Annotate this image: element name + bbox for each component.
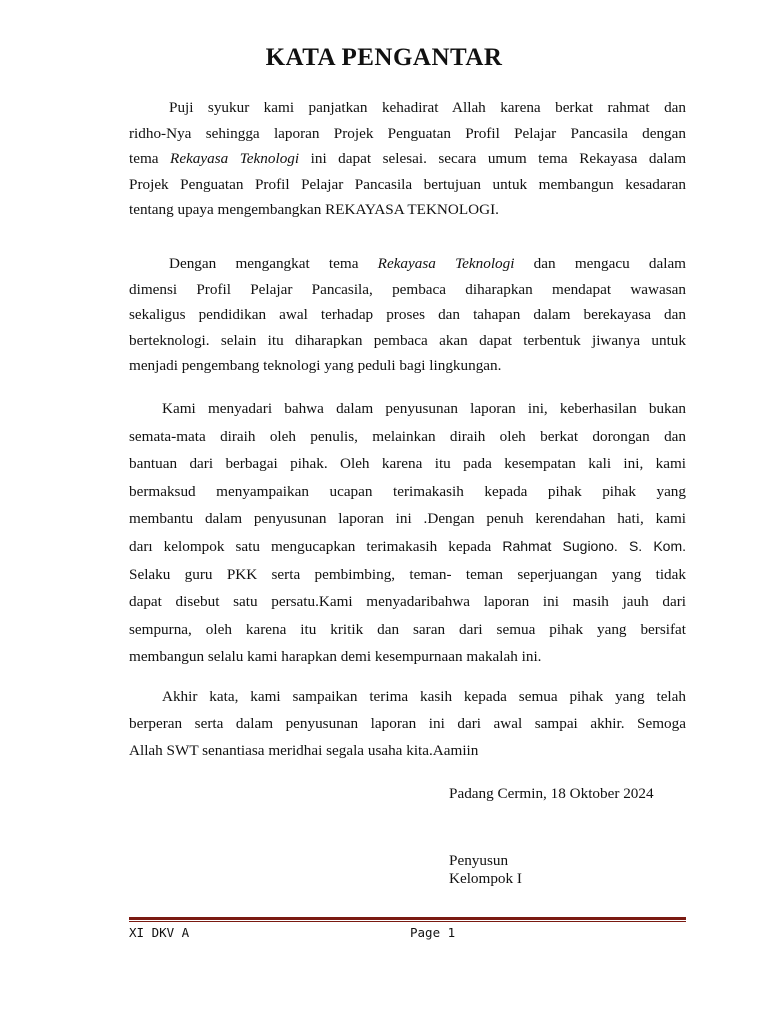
paragraph-line: berteknologi. selain itu diharapkan pembaca akan dapat terbentuk jiwanya untuk [129, 331, 686, 349]
text-run: dan mengacu dalam [514, 255, 686, 272]
paragraph-line: ridho-Nya sehingga laporan Projek Penguatan Profil Pelajar Pancasila dengan [129, 124, 686, 142]
paragraph-line: Akhir kata, kami sampaikan terima kasih kepada semua pihak yang telah [162, 688, 686, 705]
paragraph-line: menjadi pengembang teknologi yang peduli bagi lingkungan. [129, 357, 502, 374]
paragraph-line: berperan serta dalam penyusunan laporan ini dari awal sampai akhir. Semoga [129, 715, 686, 732]
paragraph-line: dapat disebut satu persatu.Kami menyadaribahwa laporan ini masih jauh dari [129, 593, 686, 611]
page-number: Page 1 [410, 925, 456, 940]
text-run: darı kelompok satu mengucapkan terimakasih kepada [129, 537, 503, 555]
paragraph-line: Allah SWT senantiasa meridhai segala usaha kita.Aamiin [129, 742, 479, 759]
paragraph-1 [129, 95, 686, 223]
paragraph-3 [129, 395, 686, 671]
paragraph-line: bermaksud menyampaikan ucapan terimakasih kepada pihak pihak yang [129, 482, 686, 500]
emphasis-text: Rekayasa Teknologi [170, 150, 300, 167]
footer-divider-thin [129, 921, 686, 922]
paragraph-line: Projek Penguatan Profil Pelajar Pancasila bertujuan untuk membangun kesadaran [129, 175, 686, 193]
paragraph-2 [129, 251, 686, 379]
paragraph-line: semata-mata diraih oleh penulis, melainkan diraih oleh berkat dorongan dan [129, 427, 686, 445]
paragraph-line [129, 533, 686, 561]
paragraph-line: sekaligus pendidikan awal terhadap proses dan tahapan dalam berekayasa dan [129, 306, 686, 323]
paragraph-line: membangun selalu kami harapkan demi kesempurnaan makalah ini. [129, 648, 542, 666]
paragraph-line [129, 146, 686, 172]
paragraph-4 [129, 683, 686, 764]
signer-group: Kelompok I [449, 870, 522, 887]
teacher-name: Rahmat Sugiono. S. Kom. [502, 537, 686, 554]
paragraph-line: Selaku guru PKK serta pembimbing, teman- teman seperjuangan yang tidak [129, 565, 686, 583]
paragraph-line: membantu dalam penyusunan laporan ini .Dengan penuh kerendahan hati, kami [129, 510, 686, 528]
paragraph-line [129, 251, 686, 277]
signature-block [449, 852, 522, 888]
paragraph-line: Kami menyadari bahwa dalam penyusunan laporan ini, keberhasilan bukan [162, 400, 686, 417]
text-run: tema [129, 150, 171, 167]
emphasis-text: Rekayasa Teknologi [377, 255, 515, 272]
signer-role: Penyusun [449, 852, 509, 869]
page-title: KATA PENGANTAR [265, 44, 503, 71]
footer-divider [129, 917, 686, 920]
place-date: Padang Cermin, 18 Oktober 2024 [449, 785, 654, 802]
paragraph-line: sempurna, oleh karena itu kritik dan saran dari semua pihak yang bersifat [129, 620, 686, 638]
paragraph-line: bantuan dari berbagai pihak. Oleh karena itu pada kesempatan kali ini, kami [129, 455, 686, 473]
text-run: ini dapat selesai. secara umum tema Rekayasa dalam [299, 150, 687, 167]
paragraph-line: Puji syukur kami panjatkan kehadirat Allah karena berkat rahmat dan [169, 99, 686, 116]
text-run: Dengan mengangkat tema [169, 255, 378, 272]
paragraph-line: tentang upaya mengembangkan REKAYASA TEKNOLOGI. [129, 201, 499, 218]
paragraph-line: dimensi Profil Pelajar Pancasila, pembaca diharapkan mendapat wawasan [129, 280, 686, 298]
footer-class-label: XI DKV A [129, 925, 190, 940]
